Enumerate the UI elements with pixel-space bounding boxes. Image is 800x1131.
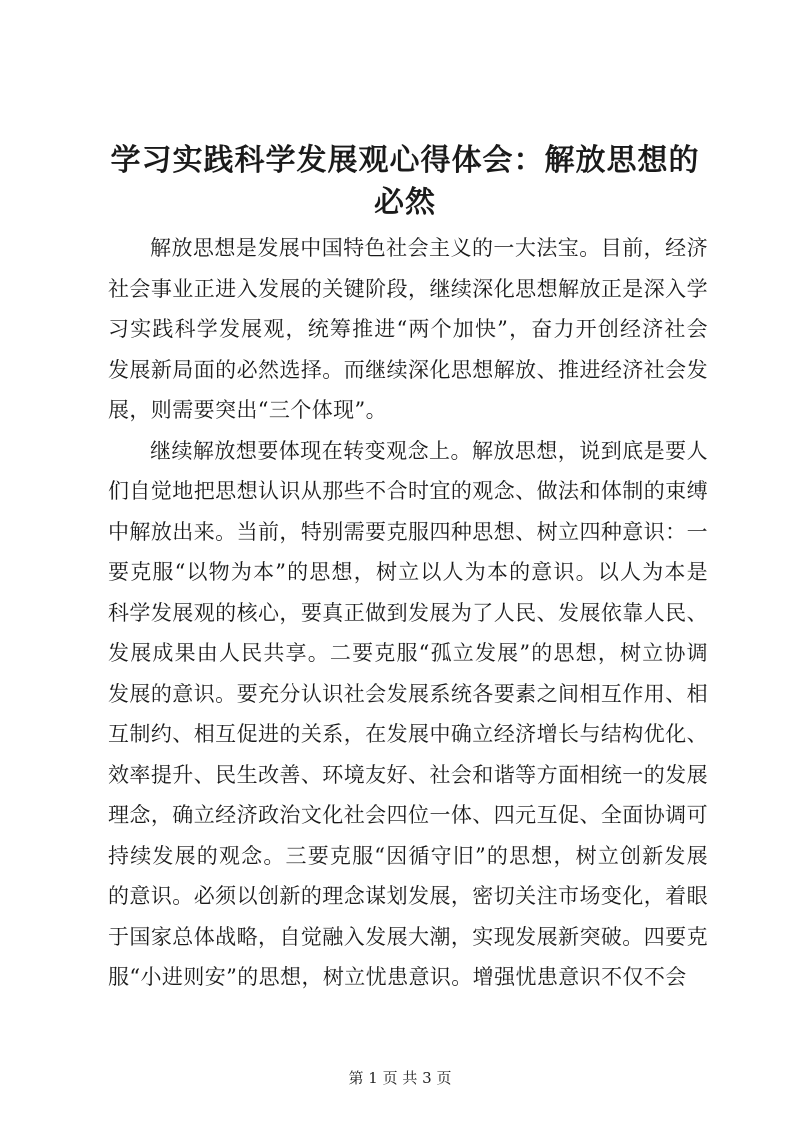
paragraph-1: 解放思想是发展中国特色社会主义的一大法宝。目前，经济社会事业正进入发展的关键阶段，继续深化思想解放正是深入学习实践科学发展观，统筹推进“两个加快”，奋力开创经济社会发展新局面的必然选择。而继续深化思想解放、推进经济社会发展，则需要突出“三个体现”。 (108, 236, 708, 422)
paragraph-2: 继续解放想要体现在转变观念上。解放思想，说到底是要人们自觉地把思想认识从那些不合时宜的观念、做法和体制的束缚中解放出来。当前，特别需要克服四种思想、树立四种意识：一要克服“以物为本”的思想，树立以人为本的意识。以人为本是科学发展观的核心，要真正做到发展为了人民、发展依靠人民、发展成果由人民共享。二要克服“孤立发展”的思想，树立协调发展的意识。要充分认识社会发展系统各要素之间相互作用、相互制约、相互促进的关系，在发展中确立经济增长与结构优化、效率提升、民生改善、环境友好、社会和谐等方面相统一的发展理念，确立经济政治文化社会四位一体、四元互促、全面协调可持续发展的观念。三要克服“因循守旧”的思想，树立创新发展的意识。必须以创新的理念谋划发展，密切关注市场变化，着眼于国家总体战略，自觉融入发展大潮，实现发展新突破。四要克服“小进则安”的思想，树立忧患意识。增强忧患意识不仅不会 (108, 438, 708, 989)
document-title: 学习实践科学发展观心得体会：解放思想的必然 (110, 143, 700, 220)
page-number-footer: 第 1 页 共 3 页 (348, 1069, 452, 1087)
document-body (108, 228, 708, 998)
